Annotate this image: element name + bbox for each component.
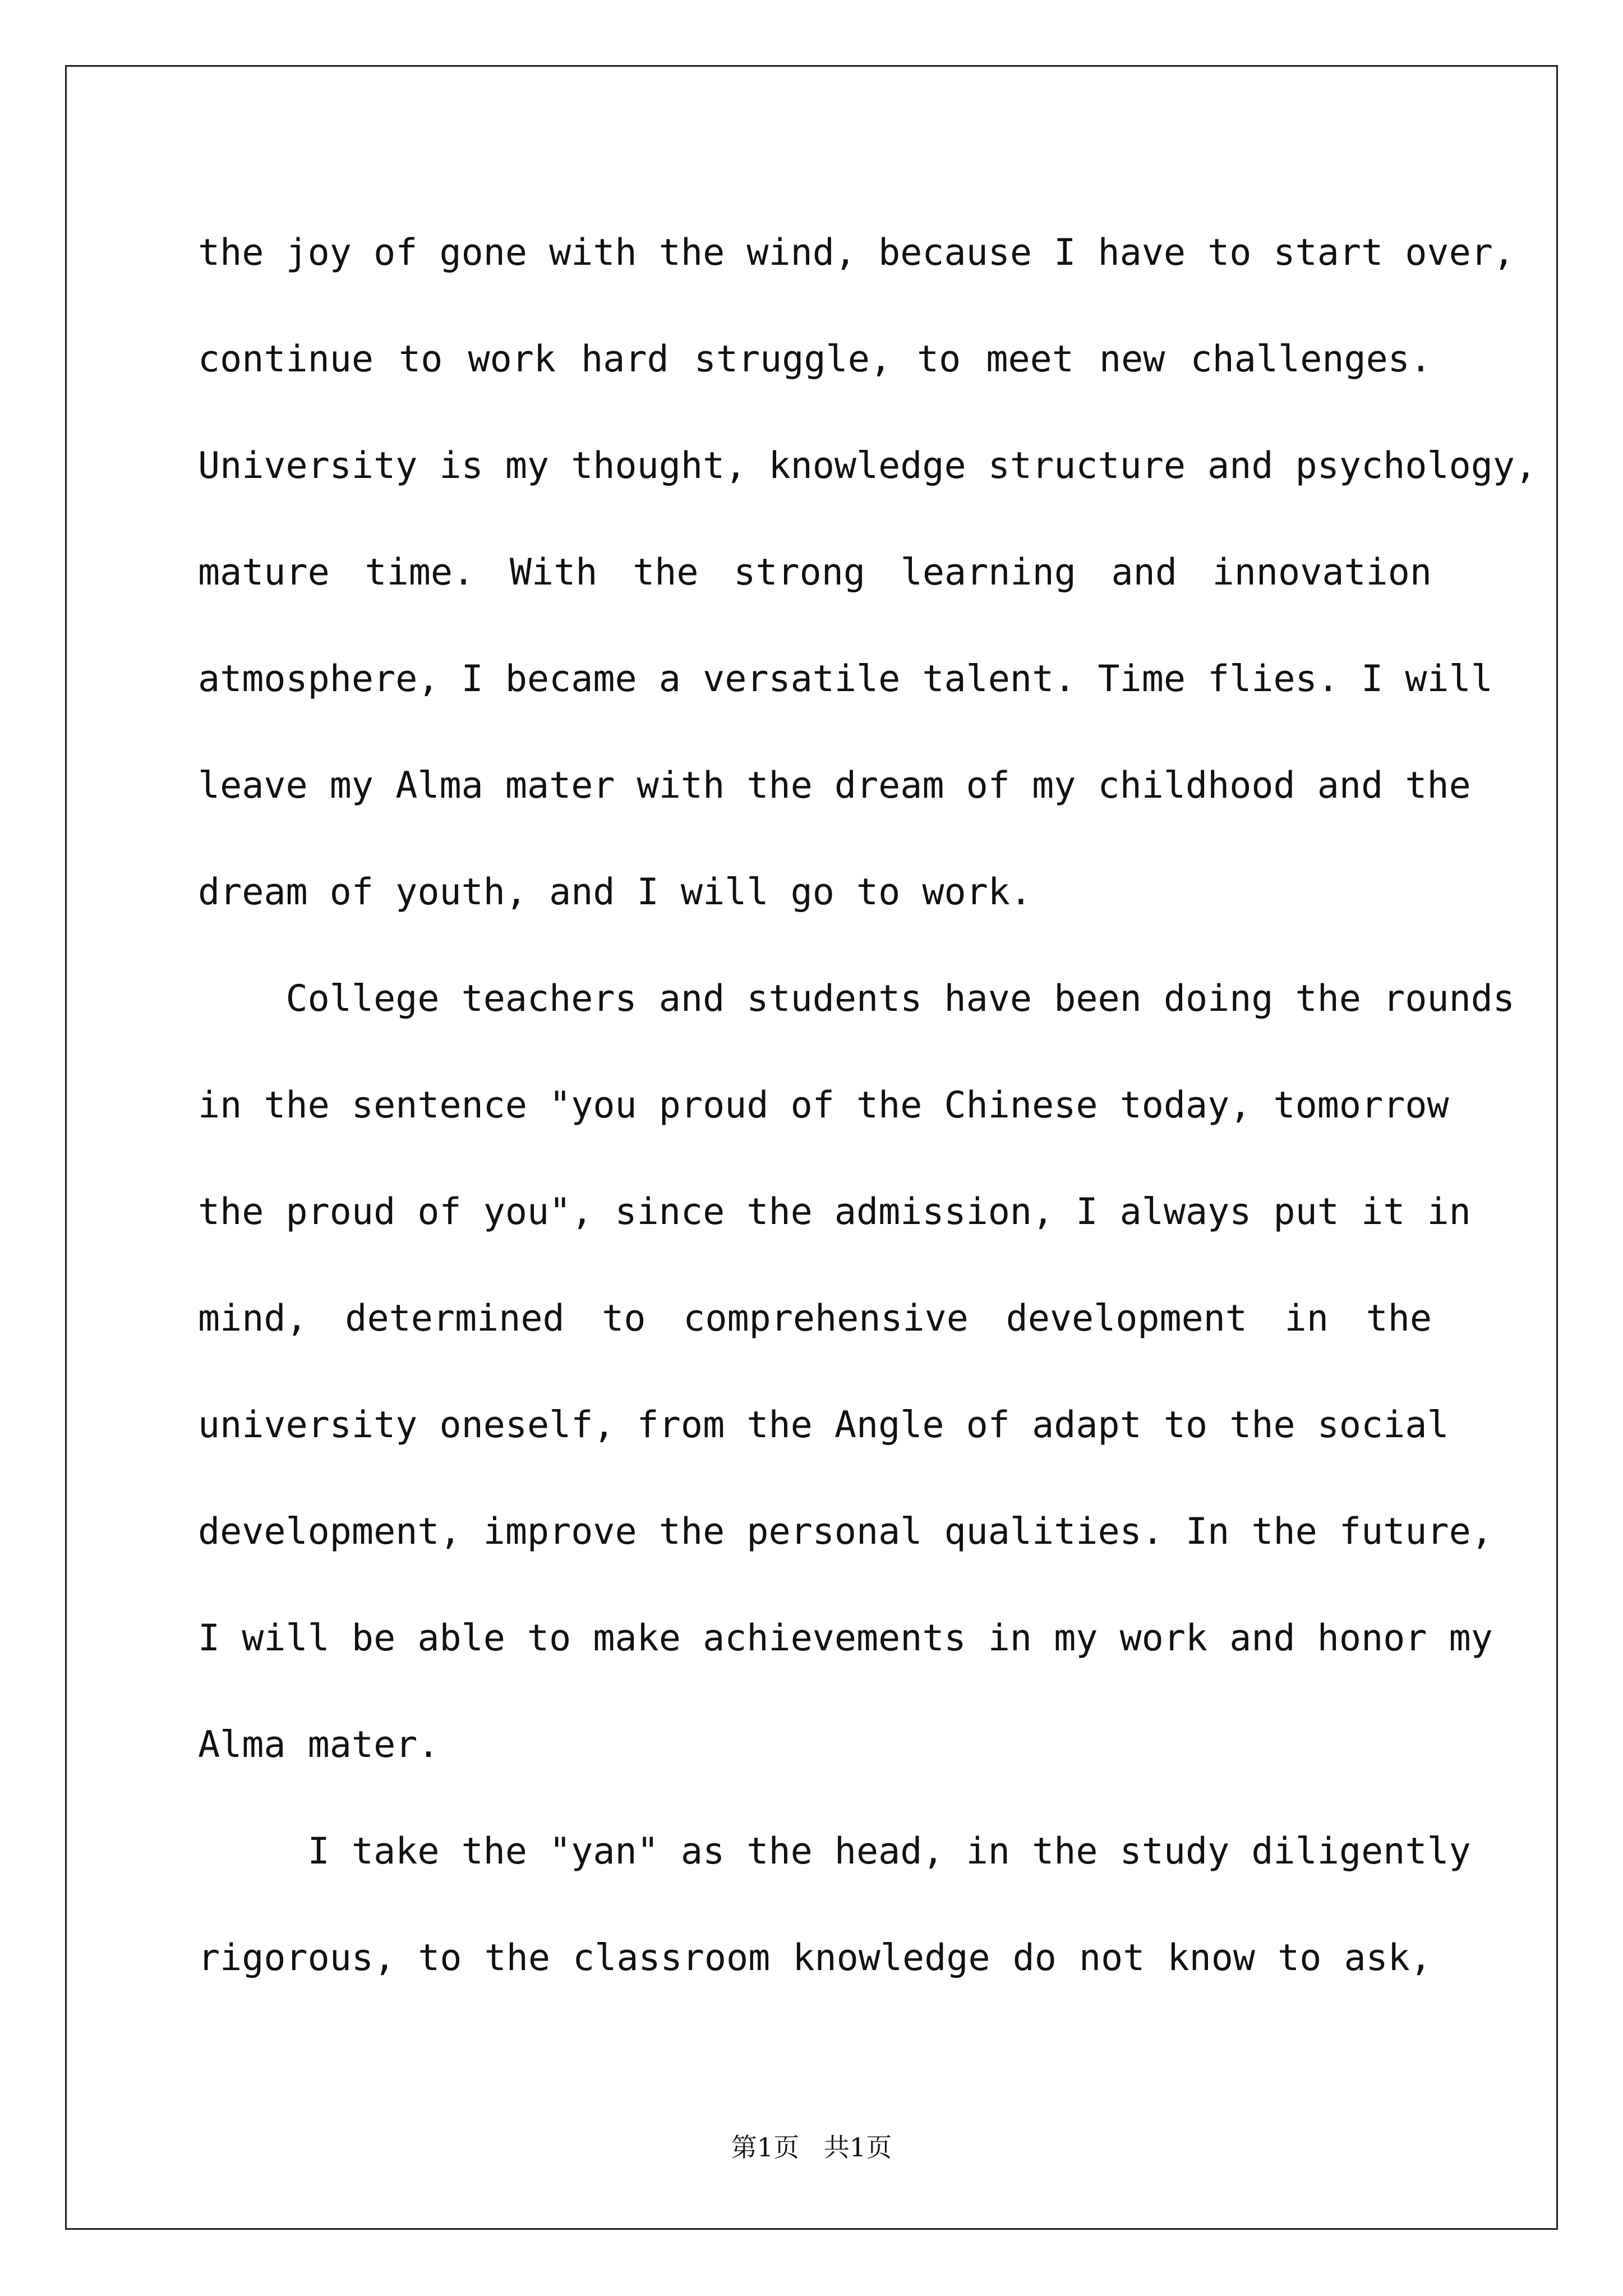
text-line: in the sentence "you proud of the Chinese today, tomorrow (198, 1084, 1449, 1126)
text-line: mature time. With the strong learning and innovation (198, 551, 1432, 593)
text-line: mind, determined to comprehensive development in the (198, 1297, 1432, 1340)
text-line: atmosphere, I became a versatile talent. Time flies. I will (198, 658, 1493, 700)
text-line: University is my thought, knowledge structure and psychology, (198, 445, 1537, 487)
text-line: Alma mater. (198, 1724, 440, 1766)
text-line: rigorous, to the classroom knowledge do not know to ask, (198, 1937, 1432, 1979)
text-line: dream of youth, and I will go to work. (198, 871, 1032, 913)
text-line: development, improve the personal qualities. In the future, (198, 1511, 1493, 1553)
text-line: College teachers and students have been doing the rounds (198, 978, 1515, 1020)
page-number-footer: 第1页 共1页 (731, 2132, 892, 2162)
text-line: the joy of gone with the wind, because I have to start over, (198, 232, 1515, 274)
document-body (198, 219, 1537, 2031)
text-line: leave my Alma mater with the dream of my childhood and the (198, 765, 1471, 807)
text-line: the proud of you", since the admission, I always put it in (198, 1191, 1471, 1233)
text-line: university oneself, from the Angle of adapt to the social (198, 1404, 1449, 1446)
text-line: continue to work hard struggle, to meet new challenges. (198, 338, 1432, 380)
text-line: I take the "yan" as the head, in the study diligently (198, 1830, 1471, 1872)
text-line: I will be able to make achievements in my work and honor my (198, 1617, 1493, 1659)
